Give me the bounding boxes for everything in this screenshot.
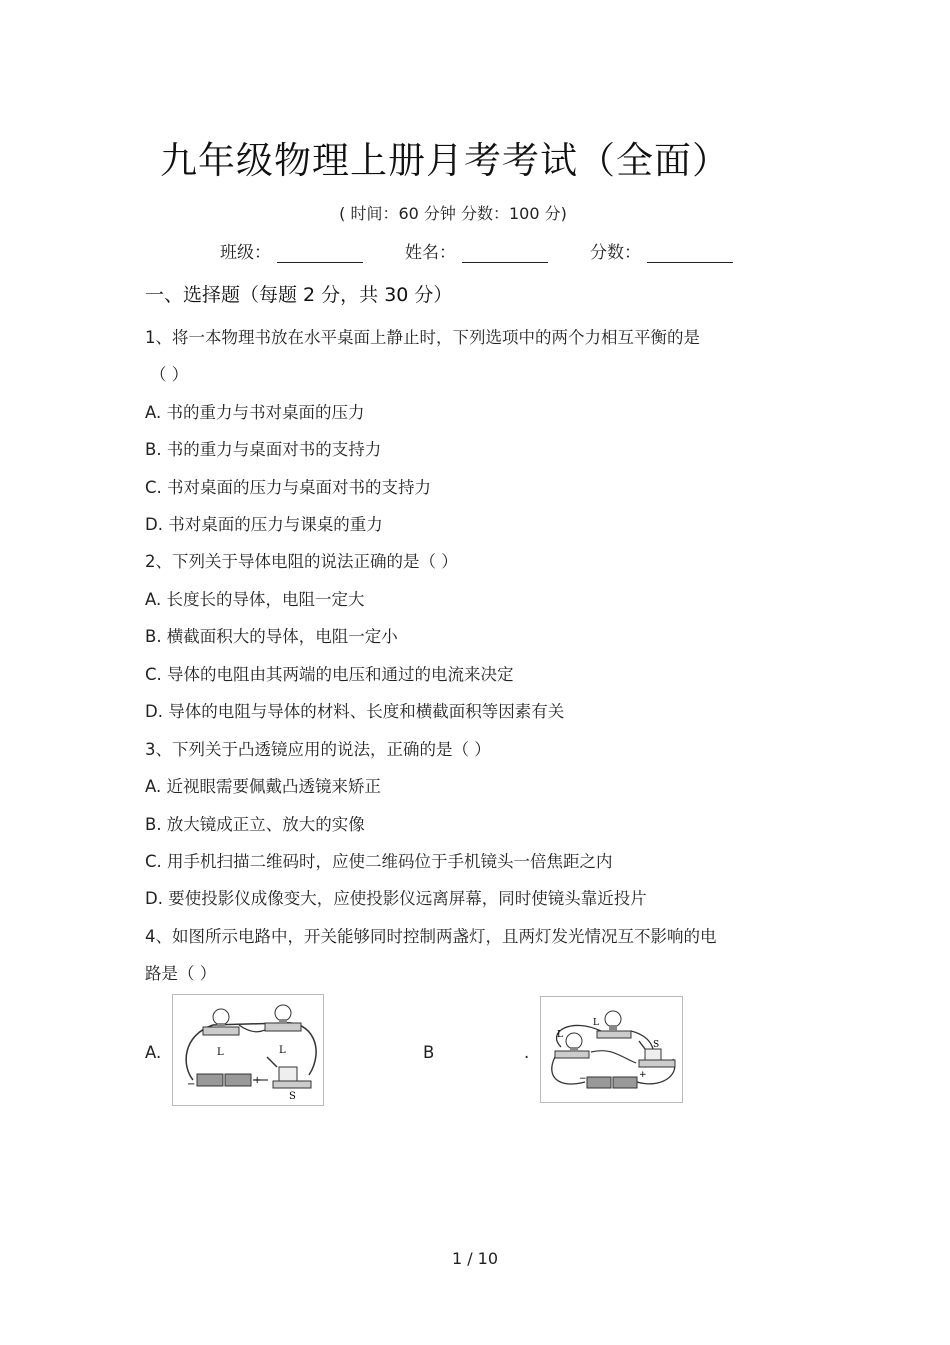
label-l2-b: L — [557, 1030, 563, 1040]
question-2-option-b: B. 横截面积大的导体，电阻一定小 — [145, 627, 398, 646]
circuit-figure-b — [540, 996, 683, 1103]
question-2-option-a: A. 长度长的导体，电阻一定大 — [145, 590, 365, 609]
name-field — [405, 238, 548, 263]
page-number: 1 / 10 — [451, 1249, 499, 1268]
figure-b-label: B — [423, 1043, 435, 1062]
section-heading: 一、选择题（每题 2 分，共 30 分） — [145, 284, 453, 306]
label-minus: − — [187, 1079, 196, 1090]
class-label: 班级： — [220, 243, 271, 263]
exam-info: ( 时间：60 分钟 分数：100 分) — [339, 204, 567, 223]
label-minus-b: − — [579, 1074, 587, 1084]
label-l1-b: L — [593, 1018, 599, 1028]
score-label: 分数： — [590, 243, 641, 263]
name-label: 姓名： — [405, 243, 456, 263]
question-1-option-d: D. 书对桌面的压力与课桌的重力 — [145, 515, 383, 534]
class-field — [220, 238, 363, 263]
question-3-option-c: C. 用手机扫描二维码时，应使二维码位于手机镜头一倍焦距之内 — [145, 852, 613, 871]
question-1-stem-cont: （ ） — [150, 365, 189, 384]
question-1-stem: 1、将一本物理书放在水平桌面上静止时，下列选项中的两个力相互平衡的是 — [145, 328, 700, 347]
question-4-stem-cont: 路是（ ） — [145, 964, 217, 983]
figure-a-label: A. — [145, 1043, 162, 1062]
label-plus: + — [253, 1075, 262, 1086]
label-l1: L — [217, 1047, 224, 1058]
label-plus-b: + — [639, 1070, 647, 1080]
question-4-stem: 4、如图所示电路中，开关能够同时控制两盏灯，且两灯发光情况互不影响的电 — [145, 927, 717, 946]
question-2-stem: 2、下列关于导体电阻的说法正确的是（ ） — [145, 552, 458, 571]
question-3-option-d: D. 要使投影仪成像变大，应使投影仪远离屏幕，同时使镜头靠近投片 — [145, 889, 647, 908]
name-blank[interactable] — [462, 244, 548, 263]
label-s-b: S — [653, 1040, 660, 1050]
class-blank[interactable] — [277, 244, 363, 263]
label-s: S — [289, 1091, 296, 1102]
circuit-figure-a — [172, 994, 324, 1106]
score-field — [590, 238, 733, 263]
question-1-option-a: A. 书的重力与书对桌面的压力 — [145, 403, 365, 422]
question-2-option-c: C. 导体的电阻由其两端的电压和通过的电流来决定 — [145, 665, 514, 684]
student-info-fields — [220, 238, 733, 263]
label-l2: L — [279, 1045, 286, 1056]
question-2-option-d: D. 导体的电阻与导体的材料、长度和横截面积等因素有关 — [145, 702, 565, 721]
score-blank[interactable] — [647, 244, 733, 263]
question-3-stem: 3、下列关于凸透镜应用的说法，正确的是（ ） — [145, 740, 491, 759]
question-3-option-b: B. 放大镜成正立、放大的实像 — [145, 815, 365, 834]
figure-b-dot: . — [524, 1043, 530, 1062]
question-3-option-a: A. 近视眼需要佩戴凸透镜来矫正 — [145, 777, 381, 796]
question-1-option-c: C. 书对桌面的压力与桌面对书的支持力 — [145, 478, 432, 497]
question-1-option-b: B. 书的重力与桌面对书的支持力 — [145, 440, 382, 459]
document-title: 九年级物理上册月考考试（全面） — [160, 139, 730, 182]
